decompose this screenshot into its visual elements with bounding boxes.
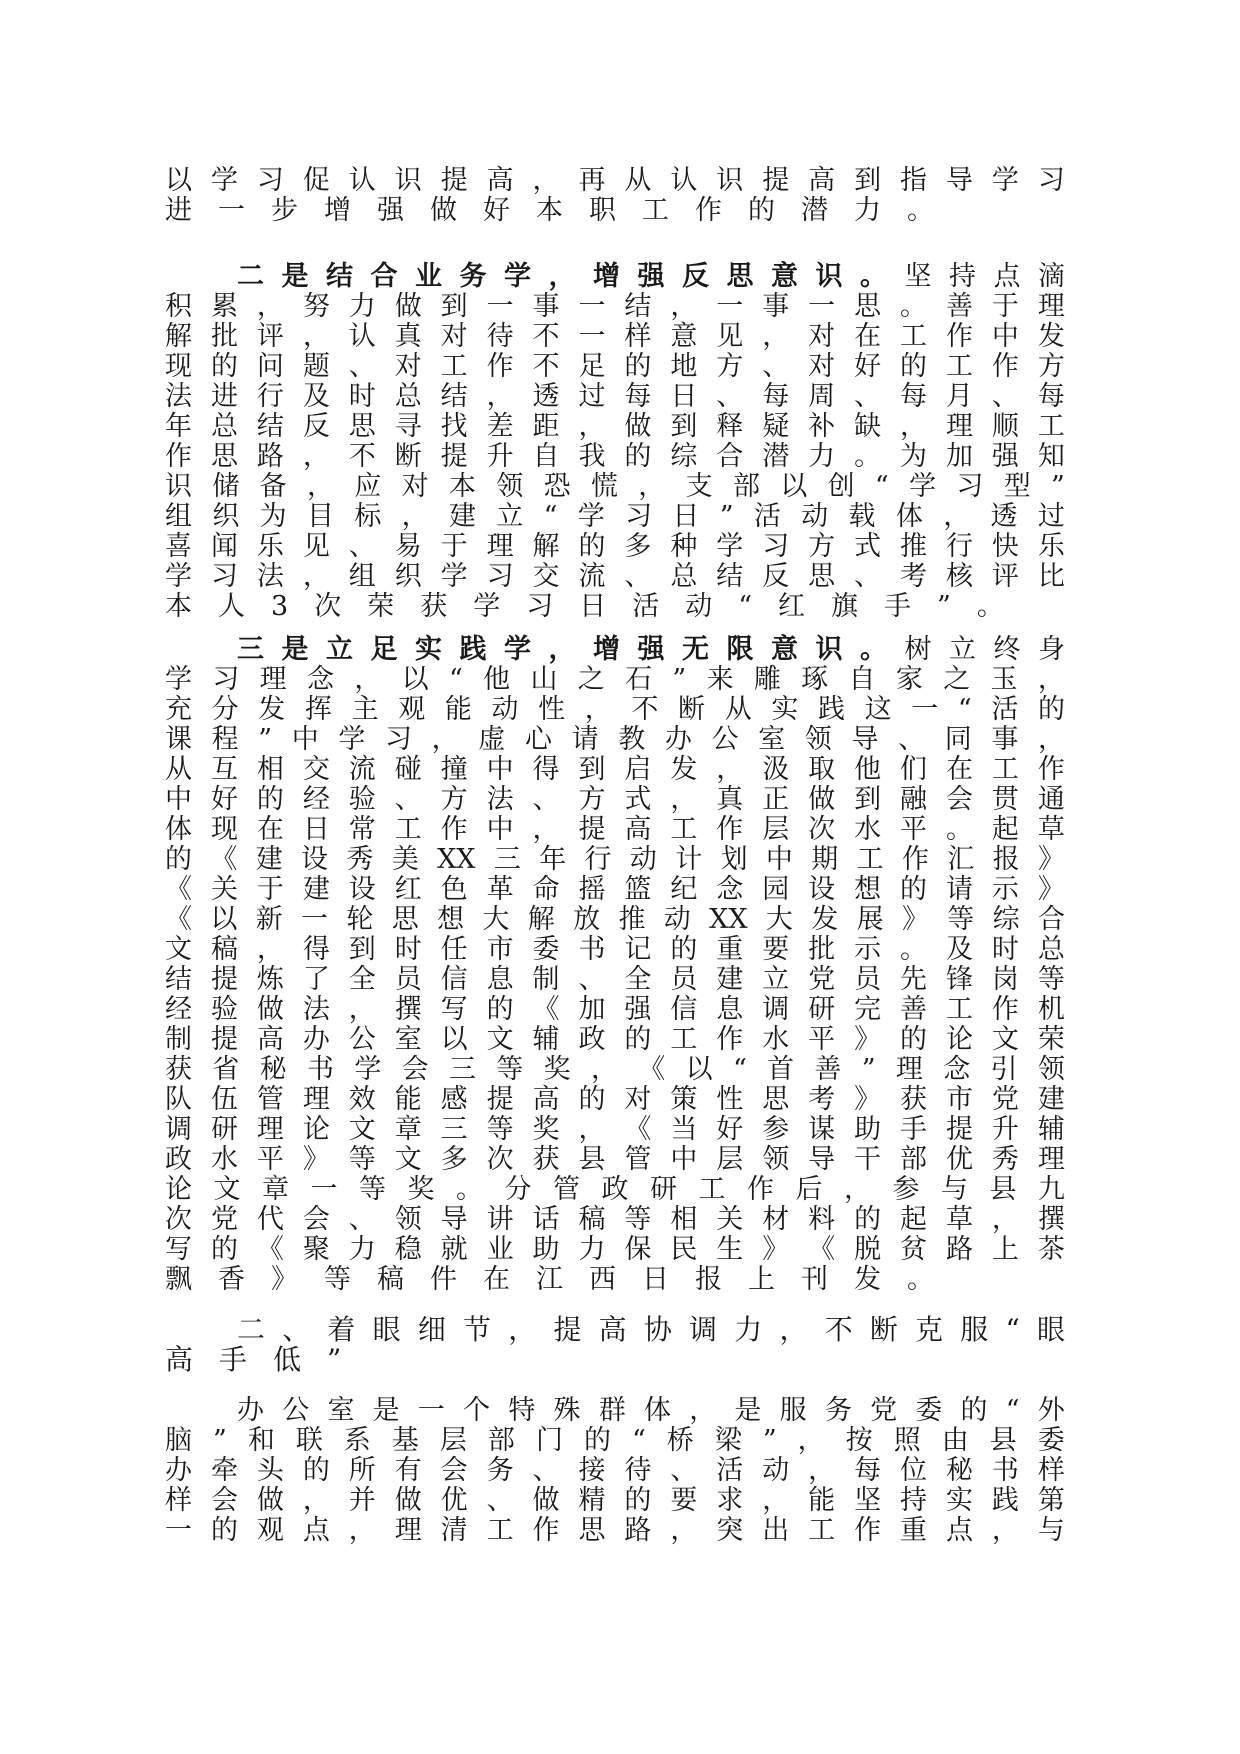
text-line: 论 文 章 一 等 奖 。 分 管 政 研 工 作 后 ， 参 与 县 九 <box>165 1174 1065 1205</box>
text-line: 解 批 评 ， 认 真 对 待 不 一 样 意 见 ， 对 在 工 作 中 发 <box>165 321 1065 352</box>
text-line: 体 现 在 日 常 工 作 中 ， 提 高 工 作 层 次 水 平 。 起 草 <box>165 814 1065 845</box>
text-line: 办 公 室 是 一 个 特 殊 群 体 ， 是 服 务 党 委 的 “ 外 <box>237 1395 1065 1426</box>
text-line: 获 省 秘 书 学 会 三 等 奖 ， 《 以 “ 首 善 ” 理 念 引 领 <box>165 1054 1065 1085</box>
text-line: 二 是 结 合 业 务 学 ， 增 强 反 思 意 识 。 坚 持 点 滴 <box>237 261 1065 292</box>
text-line: 学 习 法 ， 组 织 学 习 交 流 、 总 结 反 思 、 考 核 评 比 <box>165 561 1065 592</box>
text-line: 文 稿 ， 得 到 时 任 市 委 书 记 的 重 要 批 示 。 及 时 总 <box>165 934 1065 965</box>
text-line: 写 的 《 聚 力 稳 就 业 助 力 保 民 生 》 《 脱 贫 路 上 茶 <box>165 1234 1065 1265</box>
text-line: 从 互 相 交 流 碰 撞 中 得 到 启 发 ， 汲 取 他 们 在 工 作 <box>165 754 1065 785</box>
text-line: 中 好 的 经 验 、 方 法 、 方 式 ， 真 正 做 到 融 会 贯 通 <box>165 784 1065 815</box>
text-line: 年 总 结 反 思 寻 找 差 距 ， 做 到 释 疑 补 缺 ， 理 顺 工 <box>165 411 1065 442</box>
text-line: 经 验 做 法 ， 撰 写 的 《 加 强 信 息 调 研 完 善 工 作 机 <box>165 994 1065 1025</box>
text-line: 脑 ” 和 联 系 基 层 部 门 的 “ 桥 梁 ” ， 按 照 由 县 委 <box>165 1425 1065 1456</box>
text-line: 现 的 问 题 、 对 工 作 不 足 的 地 方 、 对 好 的 工 作 方 <box>165 351 1065 382</box>
text-line: 组 织 为 目 标 ， 建 立 “ 学 习 日 ” 活 动 载 体 ， 透 过 <box>165 501 1065 532</box>
text-line: 高 手 低 ” <box>165 1343 342 1376</box>
text-line: 三 是 立 足 实 践 学 ， 增 强 无 限 意 识 。 树 立 终 身 <box>237 634 1065 665</box>
text-line: 样 会 做 ， 并 做 优 、 做 精 的 要 求 ， 能 坚 持 实 践 第 <box>165 1485 1065 1516</box>
text-line: 飘 香 》 等 稿 件 在 江 西 日 报 上 刊 发 。 <box>165 1264 934 1295</box>
text-line: 政 水 平 》 等 文 多 次 获 县 管 中 层 领 导 干 部 优 秀 理 <box>165 1144 1065 1175</box>
text-line: 一 的 观 点 ， 理 清 工 作 思 路 ， 突 出 工 作 重 点 ， 与 <box>165 1515 1065 1546</box>
section-heading <box>165 1315 1065 1375</box>
text-line: 积 累 ， 努 力 做 到 一 事 一 结 ， 一 事 一 思 。 善 于 理 <box>165 291 1065 322</box>
text-line: 法 进 行 及 时 总 结 ， 透 过 每 日 、 每 周 、 每 月 、 每 <box>165 381 1065 412</box>
text-line: 队 伍 管 理 效 能 感 提 高 的 对 策 性 思 考 》 获 市 党 建 <box>165 1084 1065 1115</box>
text-line: 识 储 备 ， 应 对 本 领 恐 慌 ， 支 部 以 创 “ 学 习 型 ” <box>165 471 1065 502</box>
text-line: 喜 闻 乐 见 、 易 于 理 解 的 多 种 学 习 方 式 推 行 快 乐 <box>165 531 1065 562</box>
text-line: 办 牵 头 的 所 有 会 务 、 接 待 、 活 动 ， 每 位 秘 书 样 <box>165 1455 1065 1486</box>
text-line: 结 提 炼 了 全 员 信 息 制 、 全 员 建 立 党 员 先 锋 岗 等 <box>165 964 1065 995</box>
text-line: 以 学 习 促 认 识 提 高 ， 再 从 认 识 提 高 到 指 导 学 习 <box>165 165 1065 196</box>
paragraph-two <box>165 262 1065 622</box>
text-line: 本 人 3 次 荣 获 学 习 日 活 动 “ 红 旗 手 ” 。 <box>165 591 1004 622</box>
text-line: 次 党 代 会 、 领 导 讲 话 稿 等 相 关 材 料 的 起 草 ， 撰 <box>165 1204 1065 1235</box>
text-line: 《 关 于 建 设 红 色 革 命 摇 篮 纪 念 园 设 想 的 请 示 》 <box>165 874 1065 905</box>
text-line: 制 提 高 办 公 室 以 文 辅 政 的 工 作 水 平 》 的 论 文 荣 <box>165 1024 1065 1055</box>
text-line: 充 分 发 挥 主 观 能 动 性 ， 不 断 从 实 践 这 一 “ 活 的 <box>165 694 1065 725</box>
text-line: 《 以 新 一 轮 思 想 大 解 放 推 动 XX 大 发 展 》 等 综 合 <box>165 904 1065 935</box>
text-line: 进 一 步 增 强 做 好 本 职 工 作 的 潜 力 。 <box>165 195 934 226</box>
text-line: 二 、 着 眼 细 节 ， 提 高 协 调 力 ， 不 断 克 服 “ 眼 <box>237 1313 1065 1346</box>
paragraph-office <box>165 1396 1065 1546</box>
paragraph-intro <box>165 166 1065 226</box>
text-line: 作 思 路 ， 不 断 提 升 自 我 的 综 合 潜 力 。 为 加 强 知 <box>165 441 1065 472</box>
paragraph-three <box>165 635 1065 1295</box>
text-line: 的 《 建 设 秀 美 XX 三 年 行 动 计 划 中 期 工 作 汇 报 》 <box>165 844 1065 875</box>
text-line: 课 程 ” 中 学 习 ， 虚 心 请 教 办 公 室 领 导 、 同 事 ， <box>165 724 1065 755</box>
text-line: 调 研 理 论 文 章 三 等 奖 ， 《 当 好 参 谋 助 手 提 升 辅 <box>165 1114 1065 1145</box>
text-line: 学 习 理 念 ， 以 “ 他 山 之 石 ” 来 雕 琢 自 家 之 玉 ， <box>165 664 1065 695</box>
